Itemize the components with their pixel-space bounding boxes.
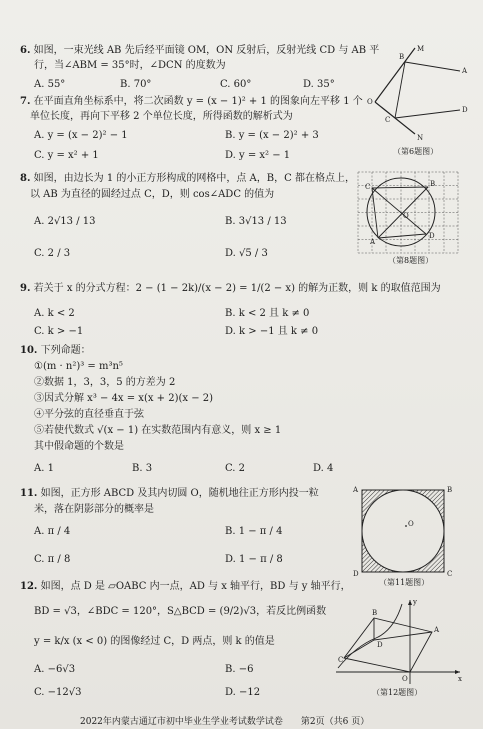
q8-option-a[interactable]: A. 2√13 / 13 [34,216,96,227]
q12-line1 [20,580,351,593]
q10-text1: 下列命题： [40,345,91,356]
q6-label-c: C [385,116,391,124]
q11-label-o: O [408,520,414,528]
q12-parallelogram [344,618,432,672]
q11-number: 11. [20,488,38,499]
q8-option-c[interactable]: C. 2 / 3 [34,248,71,259]
q8-line-cb [372,187,428,188]
q10-option-b[interactable]: B. 3 [132,463,153,474]
q12-label-d: D [377,641,383,649]
q12-caption: （第12题图） [372,688,423,697]
q8-label-b: B [430,180,436,188]
q10-option-a[interactable]: A. 1 [34,463,54,474]
q11-text1: 如图，正方形 ABCD 及其内切圆 O，随机地往正方形内投一粒 [40,488,319,499]
q7-option-a[interactable]: A. y = (x − 2)² − 1 [34,130,128,141]
q6-line1 [20,44,379,57]
q12-figure [336,596,466,686]
q12-label-c: C [338,656,344,664]
q10-item-3: ③因式分解 x³ − 4x = x(x + 2)(x − 2) [34,393,214,404]
q8-text1: 如图，由边长为 1 的小正方形构成的网格中，点 A，B，C 都在格点上， [33,173,355,184]
q8-caption: （第8题图） [388,256,434,265]
q10-item-1: ①(m · n²)³ = m³n⁵ [34,361,123,372]
q8-line-cd [372,188,426,234]
q10-option-d[interactable]: D. 4 [313,463,334,474]
q6-line2: 行，当∠ABM = 35°时，∠DCN 的度数为 [34,60,226,71]
q6-option-a[interactable]: A. 55° [34,79,66,90]
q11-label-d: D [353,570,359,578]
q7-option-d[interactable]: D. y = x² − 1 [225,150,291,161]
q8-option-d[interactable]: D. √5 / 3 [225,248,268,259]
q6-caption: （第6题图） [393,147,439,156]
q6-label-d: D [462,106,468,114]
q12-line-cd [344,640,374,658]
q6-option-d[interactable]: D. 35° [303,79,335,90]
q11-label-c: C [447,570,453,578]
q7-option-c[interactable]: C. y = x² + 1 [34,150,99,161]
q12-label-y: y [413,598,417,606]
q6-figure [365,46,470,146]
q8-label-a: A [370,238,376,246]
q10-item-4: ④平分弦的直径垂直于弦 [34,409,144,420]
q6-label-n: N [417,134,424,142]
q8-label-d: D [429,232,435,240]
q12-option-d[interactable]: D. −12 [225,687,261,698]
q10-tail: 其中假命题的个数是 [34,441,124,452]
q12-option-c[interactable]: C. −12√3 [34,687,82,698]
q6-number: 6. [20,45,31,56]
page-footer: 2022年内蒙古通辽市初中毕业生学业考试数学试卷 第2页（共6 页） [80,717,370,727]
q12-line2: BD = √3，∠BDC = 120°，S△BCD = (9/2)√3，若反比例函数 [34,606,327,617]
q11-option-b[interactable]: B. 1 − π / 4 [225,526,283,537]
q12-y-arrow-icon [408,600,412,605]
q6-ray-ab [405,62,460,71]
q10-item-2: ②数据 1，3，3，5 的方差为 2 [34,377,176,388]
q8-option-b[interactable]: B. 3√13 / 13 [225,216,287,227]
q6-text1: 如图，一束光线 AB 先后经平面镜 OM，ON 反射后，反射光线 CD 与 AB 平 [33,45,380,56]
q7-option-b[interactable]: B. y = (x − 2)² + 3 [225,130,319,141]
q8-line2: 以 AB 为直径的圆经过点 C，D，则 cos∠ADC 的值为 [30,189,275,200]
q9-option-b[interactable]: B. k < 2 且 k ≠ 0 [225,308,310,319]
q12-label-x: x [458,675,462,683]
q9-option-c[interactable]: C. k > −1 [34,326,84,337]
q6-option-c[interactable]: C. 60° [220,79,252,90]
q6-label-m: M [417,45,425,53]
q9-option-a[interactable]: A. k < 2 [34,308,75,319]
q7-number: 7. [20,96,31,107]
q6-ray-cd [395,110,460,118]
q8-line-ad [378,234,426,238]
q6-label-b: B [399,53,405,61]
q11-option-a[interactable]: A. π / 4 [34,526,71,537]
q11-option-d[interactable]: D. 1 − π / 8 [225,554,283,565]
q12-label-o: O [402,675,408,683]
q6-label-a: A [462,67,468,75]
q10-number: 10. [20,345,38,356]
q11-center-dot [405,525,407,527]
q12-x-arrow-icon [455,670,460,674]
q6-label-o: O [367,98,373,106]
q9-option-d[interactable]: D. k > −1 且 k ≠ 0 [225,326,319,337]
q6-mirror-om [375,48,415,102]
q6-ray-bc [395,62,405,118]
q12-line3: y = k/x (x < 0) 的图像经过 C，D 两点，则 k 的值是 [34,636,275,647]
q12-option-a[interactable]: A. −6√3 [34,664,76,675]
q12-option-b[interactable]: B. −6 [225,664,254,675]
q10-option-c[interactable]: C. 2 [225,463,246,474]
q8-number: 8. [20,173,31,184]
q9-number: 9. [20,283,31,294]
q10-title [20,344,91,357]
q12-label-b: B [372,609,378,617]
q11-caption: （第11题图） [379,578,430,587]
q9-text1: 若关于 x 的分式方程：2 − (1 − 2k)/(x − 2) = 1/(2 − x) 的解为正数，则 k 的取值范围为 [33,283,441,294]
q8-line1 [20,172,355,185]
q9-line1 [20,282,441,295]
q12-text1: 如图，点 D 是 ▱OABC 内一点，AD 与 x 轴平行，BD 与 y 轴平行， [40,581,351,592]
q11-line1 [20,487,319,500]
q7-line2: 单位长度，再向下平移 2 个单位长度，所得函数的解析式为 [30,111,293,122]
q8-label-o: O [403,212,409,220]
q11-line2: 米，落在阴影部分的概率是 [34,504,154,515]
q12-line-ad [374,632,432,640]
q7-text1: 在平面直角坐标系中，将二次函数 y = (x − 1)² + 1 的图象向左平移 1 个 [33,96,363,107]
q6-option-b[interactable]: B. 70° [120,79,152,90]
q10-item-5: ⑤若使代数式 √(x − 1) 在实数范围内有意义，则 x ≥ 1 [34,425,282,436]
q8-figure [358,172,458,254]
q12-number: 12. [20,581,38,592]
q11-label-b: B [447,486,453,494]
q12-label-a: A [434,626,440,634]
q8-label-c: C [365,183,371,191]
q7-line1 [20,95,363,108]
q11-figure [352,484,464,576]
q11-label-a: A [353,486,359,494]
q11-option-c[interactable]: C. π / 8 [34,554,71,565]
